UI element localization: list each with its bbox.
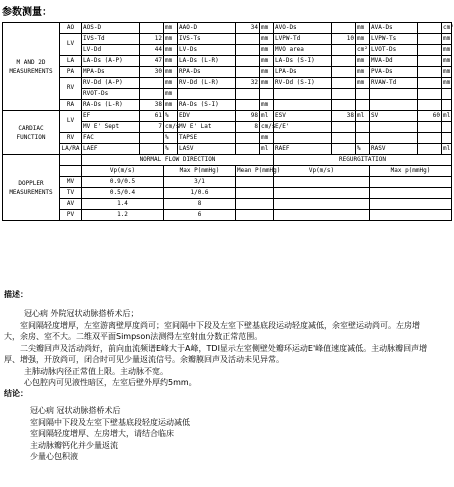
param-unit: mm — [260, 67, 274, 78]
param-name: RPA-Ds — [178, 67, 236, 78]
conclusion-section — [4, 388, 430, 463]
param-unit: mm — [356, 34, 370, 45]
param-value — [418, 34, 442, 45]
regurg-max-p-value — [370, 210, 452, 221]
measurement-row — [3, 111, 452, 122]
param-value — [236, 144, 260, 155]
param-name: LV-Dd — [82, 45, 140, 56]
vp-value: 0.9/0.5 — [82, 177, 164, 188]
param-value — [332, 78, 356, 89]
param-value — [236, 67, 260, 78]
param-value: 47 — [140, 56, 164, 67]
param-unit — [356, 122, 370, 133]
conclusion-line: 少量心包积液 — [30, 452, 78, 461]
param-value — [332, 133, 356, 144]
max-p-value: 3/1 — [164, 177, 236, 188]
param-name: EDV — [178, 111, 236, 122]
param-name — [274, 133, 332, 144]
conclusion-line: 室间隔中下段及左室下壁基底段轻度运动减低 — [30, 417, 190, 427]
group-label: LA — [60, 56, 82, 67]
param-unit: mm — [164, 34, 178, 45]
description-line: 二尖瓣回声及活动尚好，前向血流频谱E峰大于A峰，TDI显示左室侧壁处瓣环运动E'峰值速度减低。主动脉瓣回声增厚、增强，开放尚可，闭合时可见少量返流信号。余瓣膜回声及活动未见异常。 — [4, 343, 428, 364]
param-unit: mm — [260, 100, 274, 111]
conclusion-header: 结论： — [4, 389, 28, 398]
param-value — [418, 67, 442, 78]
conclusion-line: 室间隔轻度增厚、左房增大，请结合临床 — [30, 429, 174, 438]
param-name: LA-Ds (L-R) — [178, 56, 236, 67]
mean-p-value — [236, 188, 274, 199]
param-value — [140, 89, 164, 100]
param-value — [418, 100, 442, 111]
param-value — [236, 133, 260, 144]
valve-label: PV — [60, 210, 82, 221]
group-label: LA/RA — [60, 144, 82, 155]
param-name: TAPSE — [178, 133, 236, 144]
col-mean-p: Mean P(mmHg) — [236, 166, 274, 177]
valve-label: TV — [60, 188, 82, 199]
param-value: 38 — [332, 111, 356, 122]
regurg-vp-value — [274, 177, 370, 188]
param-unit — [260, 89, 274, 100]
param-unit: mm — [356, 78, 370, 89]
param-name: AVA-Ds — [370, 23, 418, 34]
param-name: LV-Ds — [178, 45, 236, 56]
param-unit: cm/s — [260, 122, 274, 133]
param-value: 61 — [140, 111, 164, 122]
param-value — [332, 100, 356, 111]
param-name: SV — [370, 111, 418, 122]
param-name: E/E' — [274, 122, 332, 133]
param-name: MVA-Dd — [370, 56, 418, 67]
param-value — [236, 45, 260, 56]
param-unit: mm — [164, 56, 178, 67]
param-name: ESV — [274, 111, 332, 122]
group-label: AO — [60, 23, 82, 34]
param-unit: mm — [260, 56, 274, 67]
param-name: FAC — [82, 133, 140, 144]
group-label: LV — [60, 34, 82, 56]
doppler-column-row — [3, 166, 452, 177]
description-line: 室间隔轻度增厚，左室游离壁厚度尚可；室间隔中下段及左室下壁基底段运动轻度减低，余室壁运动尚可。左房增大，余房、室不大。二维双平面Simpson法测得左室射血分数正常范围。 — [4, 320, 420, 341]
param-name — [370, 133, 418, 144]
conclusion-line: 冠心病 冠状动脉搭桥术后 — [30, 406, 121, 415]
valve-label: MV — [60, 177, 82, 188]
param-name: AAO-D — [178, 23, 236, 34]
param-unit: mm — [356, 56, 370, 67]
max-p-value: 6 — [164, 210, 236, 221]
mean-p-value — [236, 177, 274, 188]
param-value — [236, 100, 260, 111]
param-value: 8 — [236, 122, 260, 133]
param-value — [236, 56, 260, 67]
param-unit — [442, 122, 452, 133]
param-name: LA-Ds (A-P) — [82, 56, 140, 67]
param-unit: mm — [260, 34, 274, 45]
param-value: 34 — [236, 23, 260, 34]
param-unit: mm — [164, 23, 178, 34]
param-name: LPA-Ds — [274, 67, 332, 78]
param-value — [332, 144, 356, 155]
param-unit: mm — [260, 45, 274, 56]
param-name: RA-Ds (S-I) — [178, 100, 236, 111]
param-name: AVO-Ds — [274, 23, 332, 34]
param-unit: ml — [260, 144, 274, 155]
measurement-row — [3, 78, 452, 89]
param-name: RAEF — [274, 144, 332, 155]
group-label: RA — [60, 100, 82, 111]
param-unit — [442, 133, 452, 144]
doppler-row — [3, 177, 452, 188]
param-value — [418, 56, 442, 67]
param-unit — [442, 100, 452, 111]
doppler-header-row — [3, 155, 452, 166]
param-unit: % — [164, 133, 178, 144]
param-value: 12 — [140, 34, 164, 45]
param-value — [418, 78, 442, 89]
param-unit: mm — [164, 100, 178, 111]
param-value — [140, 78, 164, 89]
description-line: 冠心病 外院冠状动脉搭桥术后； — [24, 309, 139, 318]
param-unit: % — [164, 144, 178, 155]
param-name: RV-Dd (S-I) — [274, 78, 332, 89]
measurement-row — [3, 67, 452, 78]
param-unit: % — [164, 111, 178, 122]
col-max-p: Max P(mmHg) — [164, 166, 236, 177]
mean-p-value — [236, 199, 274, 210]
param-value — [140, 23, 164, 34]
param-unit — [356, 133, 370, 144]
param-value: 44 — [140, 45, 164, 56]
param-unit: mm — [260, 78, 274, 89]
param-value — [418, 122, 442, 133]
param-value — [140, 133, 164, 144]
description-section — [4, 289, 430, 389]
param-name — [370, 89, 418, 100]
page-title: 参数测量： — [2, 7, 52, 18]
group-label: RV — [60, 133, 82, 144]
param-value — [418, 23, 442, 34]
param-value — [236, 34, 260, 45]
param-unit: mm — [164, 45, 178, 56]
regurg-max-p-value — [370, 177, 452, 188]
param-name: EF — [82, 111, 140, 122]
description-line: 心包腔内可见液性暗区，左室后壁外厚约5mm。 — [24, 378, 197, 387]
m2d-section-label: M AND 2D MEASUREMENTS — [3, 23, 60, 111]
param-value — [332, 23, 356, 34]
param-value — [236, 89, 260, 100]
param-name: LVPW-Td — [274, 34, 332, 45]
param-unit: mm — [442, 78, 452, 89]
param-name: RASV — [370, 144, 418, 155]
group-label: PA — [60, 67, 82, 78]
param-value: 7 — [140, 122, 164, 133]
param-unit — [442, 89, 452, 100]
doppler-row — [3, 210, 452, 221]
param-unit: ml — [356, 111, 370, 122]
param-value: 32 — [236, 78, 260, 89]
param-unit: mm — [442, 56, 452, 67]
param-name: RVAW-Td — [370, 78, 418, 89]
param-unit: mm — [260, 23, 274, 34]
param-value — [332, 89, 356, 100]
regurg-max-p-value — [370, 188, 452, 199]
regurg-vp-value — [274, 199, 370, 210]
regurg-max-p-value — [370, 199, 452, 210]
normal-flow-header: NORMAL FLOW DIRECTION — [82, 155, 274, 166]
param-name: MV E' Lat — [178, 122, 236, 133]
param-name: AOS-D — [82, 23, 140, 34]
param-unit: mm — [164, 89, 178, 100]
param-name: PVA-Ds — [370, 67, 418, 78]
param-unit: mm — [356, 67, 370, 78]
measurement-row — [3, 34, 452, 45]
valve-label: AV — [60, 199, 82, 210]
param-unit: ml — [442, 144, 452, 155]
measurement-table — [2, 22, 452, 221]
vp-value: 1.2 — [82, 210, 164, 221]
mean-p-value — [236, 210, 274, 221]
param-name: IVS-Td — [82, 34, 140, 45]
param-value — [418, 45, 442, 56]
param-unit: mm — [442, 67, 452, 78]
regurg-vp-value — [274, 210, 370, 221]
param-value — [418, 133, 442, 144]
measurement-row — [3, 23, 452, 34]
vp-value: 0.5/0.4 — [82, 188, 164, 199]
param-unit: cm² — [442, 23, 452, 34]
param-value — [332, 56, 356, 67]
param-value — [418, 144, 442, 155]
vp-value: 1.4 — [82, 199, 164, 210]
conclusion-line: 主动脉瓣钙化并少量返流 — [30, 440, 118, 450]
measurement-row — [3, 56, 452, 67]
param-value: 10 — [332, 34, 356, 45]
cardiac-section — [3, 111, 452, 155]
m2d-section — [3, 23, 452, 111]
measurement-row — [3, 133, 452, 144]
param-value — [332, 45, 356, 56]
param-name: IVS-Ts — [178, 34, 236, 45]
param-name — [370, 100, 418, 111]
param-name: RVOT-Ds — [82, 89, 140, 100]
param-value: 60 — [418, 111, 442, 122]
doppler-row — [3, 188, 452, 199]
group-label: LV — [60, 111, 82, 133]
param-name: RA-Ds (L-R) — [82, 100, 140, 111]
param-name: MVO area — [274, 45, 332, 56]
measurement-row — [3, 144, 452, 155]
param-value: 30 — [140, 67, 164, 78]
max-p-value: 8 — [164, 199, 236, 210]
description-line: 主肺动脉内径正常值上限。主动脉不宽。 — [24, 366, 168, 376]
param-unit — [356, 89, 370, 100]
col-regurg-max-p: Max p(mmHg) — [370, 166, 452, 177]
regurg-vp-value — [274, 188, 370, 199]
param-name: MPA-Ds — [82, 67, 140, 78]
param-value: 38 — [140, 100, 164, 111]
param-name — [370, 122, 418, 133]
param-value: 98 — [236, 111, 260, 122]
regurgitation-header: REGURGITATION — [274, 155, 452, 166]
param-value — [332, 122, 356, 133]
doppler-section-label: DOPPLER MEASUREMENTS — [3, 155, 60, 221]
param-unit — [356, 100, 370, 111]
param-name: LASV — [178, 144, 236, 155]
param-unit: mm — [442, 45, 452, 56]
param-unit: ml — [260, 111, 274, 122]
param-name: RV-Dd (L-R) — [178, 78, 236, 89]
param-unit: ml — [442, 111, 452, 122]
param-name — [274, 89, 332, 100]
param-name: RV-Dd (A-P) — [82, 78, 140, 89]
param-unit: mm — [164, 67, 178, 78]
measurement-row — [3, 100, 452, 111]
param-unit: mm — [164, 78, 178, 89]
max-p-value: 1/0.6 — [164, 188, 236, 199]
col-regurg-vp: Vp(m/s) — [274, 166, 370, 177]
cardiac-section-label: CARDIAC FUNCTION — [3, 111, 60, 155]
param-value — [418, 89, 442, 100]
param-value — [332, 67, 356, 78]
description-header: 描述： — [4, 290, 28, 299]
param-name: MV E' Sept — [82, 122, 140, 133]
param-name — [274, 100, 332, 111]
param-unit: % — [356, 144, 370, 155]
doppler-row — [3, 199, 452, 210]
param-unit: mm — [260, 133, 274, 144]
group-label: RV — [60, 78, 82, 100]
param-unit: mm — [356, 23, 370, 34]
param-name: LVPW-Ts — [370, 34, 418, 45]
col-vp: Vp(m/s) — [82, 166, 164, 177]
doppler-section — [3, 155, 452, 221]
param-name: LAEF — [82, 144, 140, 155]
param-unit: mm — [442, 34, 452, 45]
param-name: LVOT-Ds — [370, 45, 418, 56]
param-name — [178, 89, 236, 100]
param-value — [140, 144, 164, 155]
param-unit: cm/s — [164, 122, 178, 133]
param-name: LA-Ds (S-I) — [274, 56, 332, 67]
param-unit: cm² — [356, 45, 370, 56]
